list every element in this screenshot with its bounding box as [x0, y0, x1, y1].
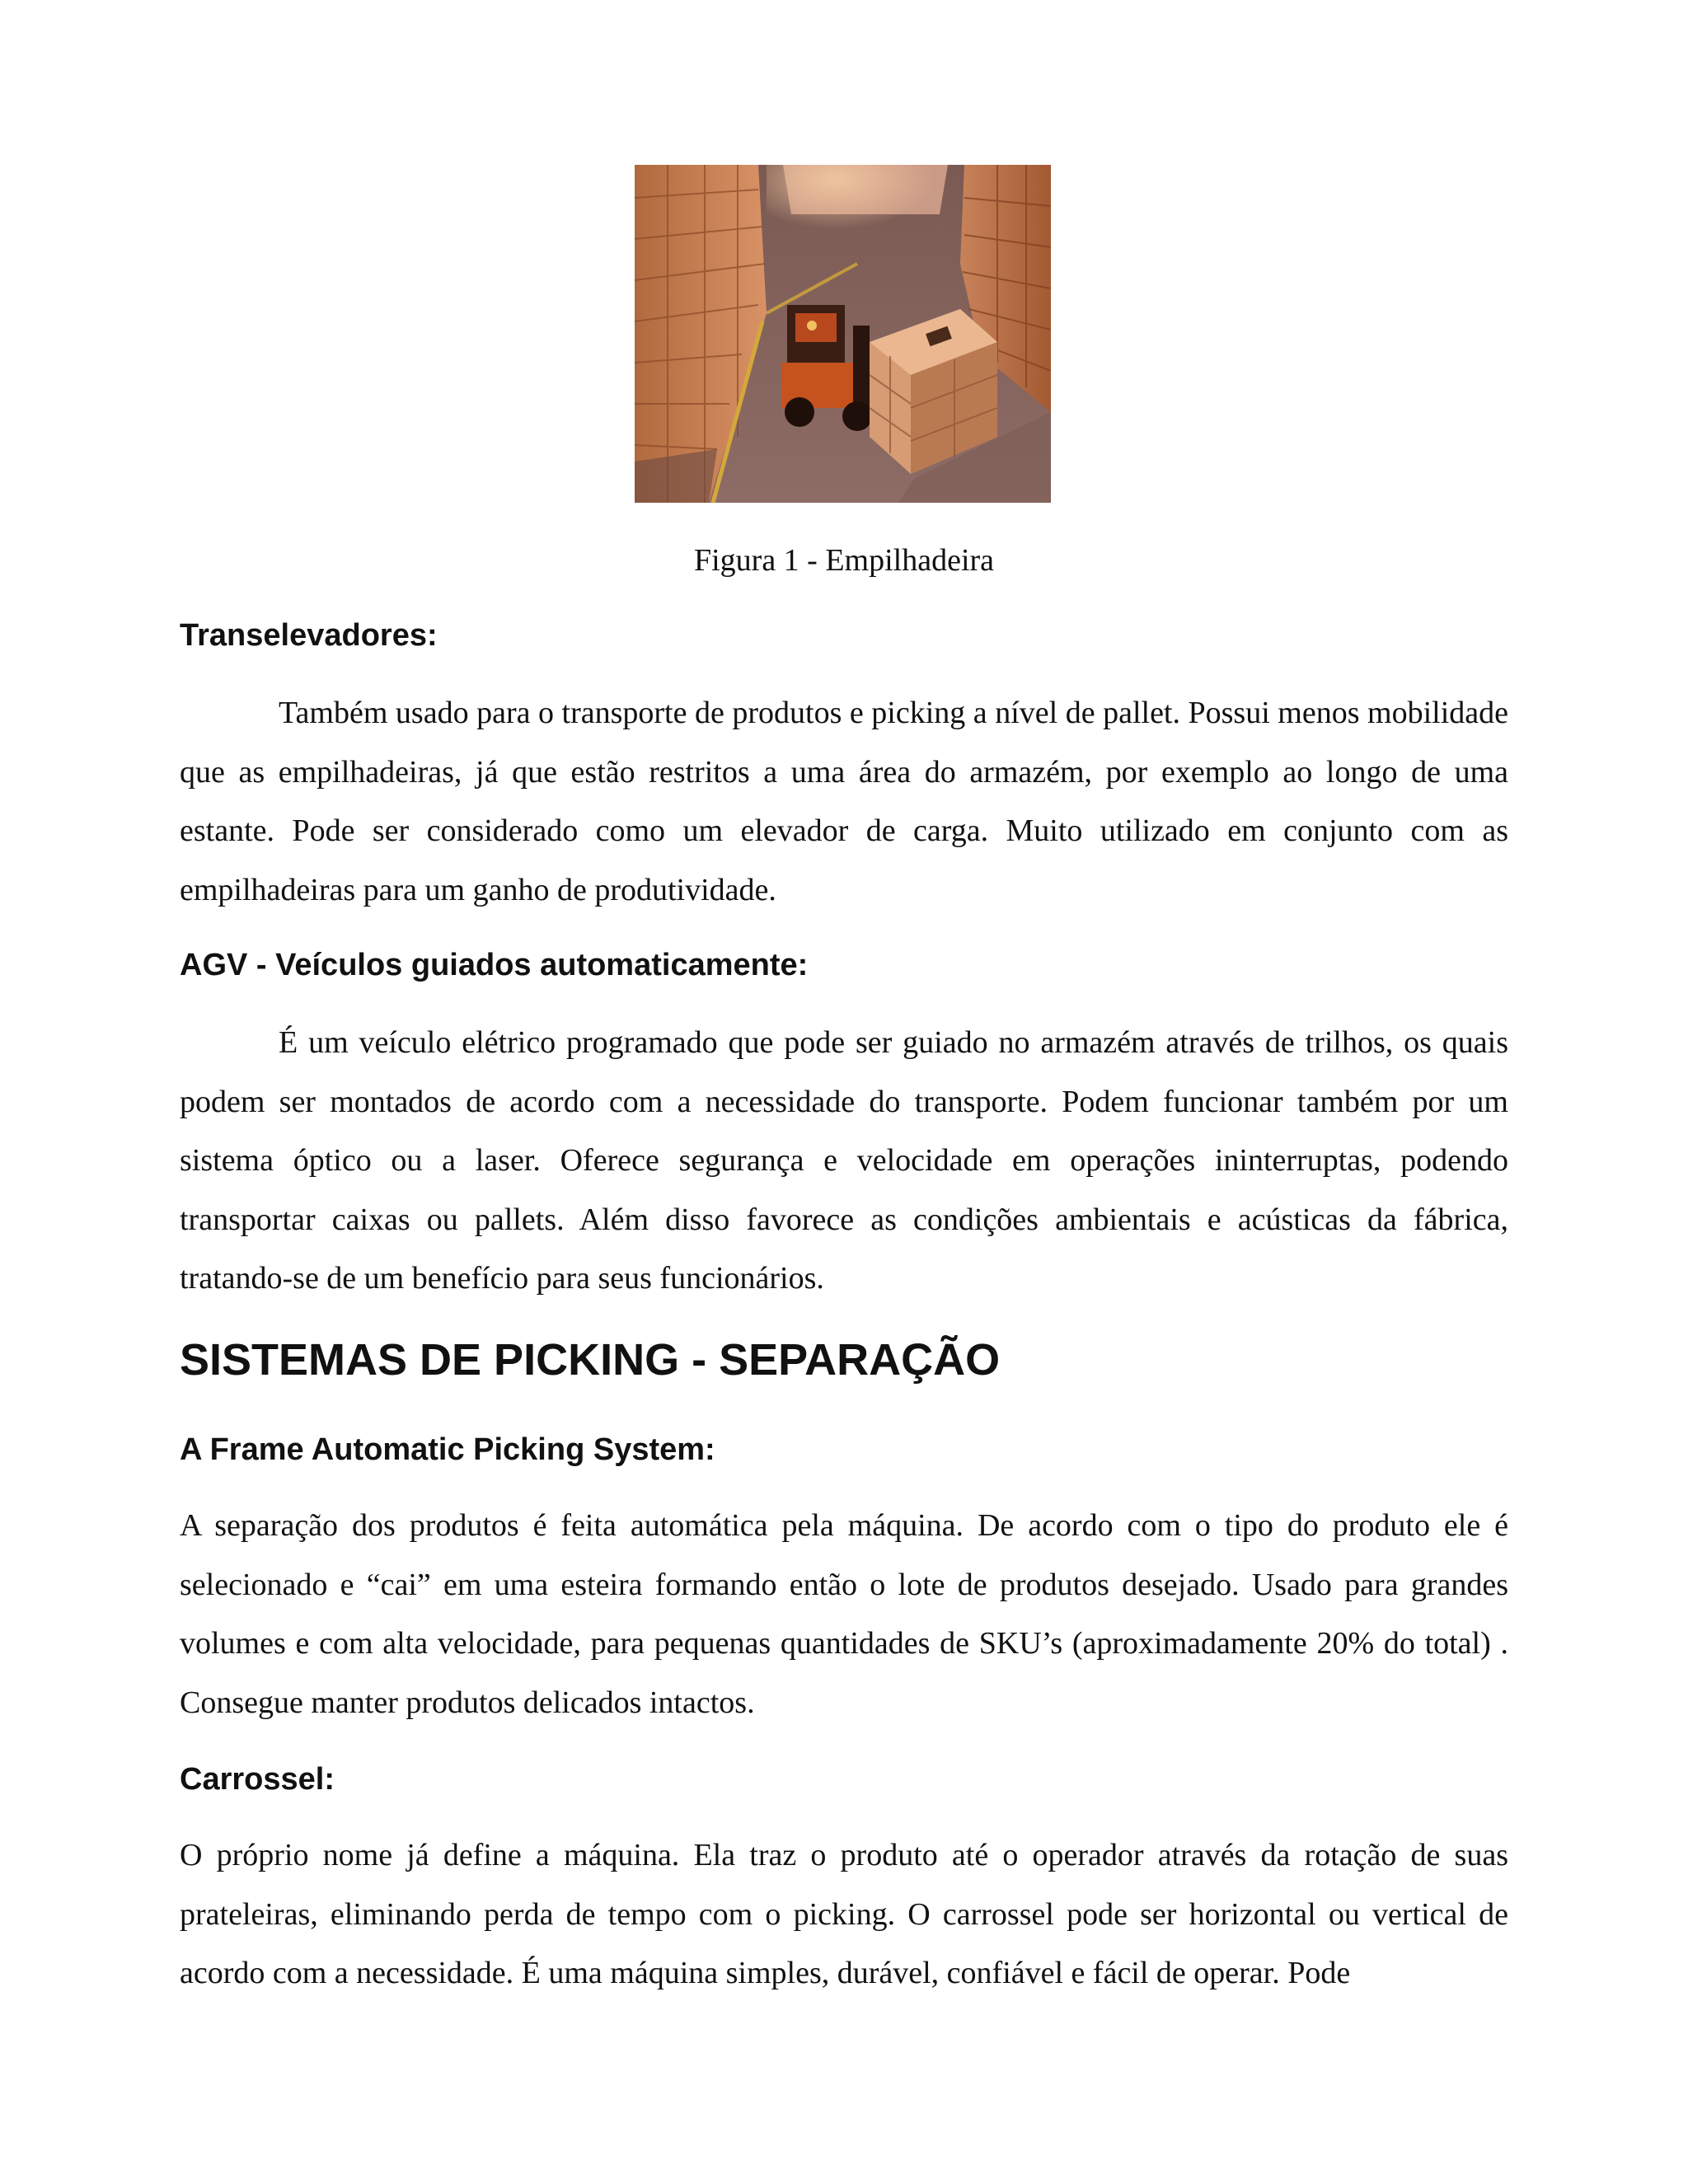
heading-translevadores: Transelevadores: [180, 618, 438, 653]
paragraph-translevadores: Também usado para o transporte de produtos e picking a nível de pallet. Possui menos mobilidade que as empilhadeiras, já que estão restritos a uma área do armazém, por exemplo ao longo de uma estante. Pode ser considerado como um elevador de carga. Muito utilizado em conjunto com as empilhadeiras para um ganho de produtividade. [180, 696, 1508, 907]
forklift-warehouse-photo-icon [635, 165, 1051, 503]
heading-sistemas-de-picking: SISTEMAS DE PICKING - SEPARAÇÃO [180, 1335, 1001, 1385]
paragraph-agv: É um veículo elétrico programado que pode ser guiado no armazém através de trilhos, os quais podem ser montados de acordo com a necessidade do transporte. Podem funcionar também por um sistema óptico ou a laser. Oferece segurança e velocidade em operações ininterruptas, podendo transportar caixas ou pallets. Além disso favorece as condições ambientais e acústicas da fábrica, tratando-se de um benefício para seus funcionários. [180, 1025, 1508, 1296]
heading-a-frame: A Frame Automatic Picking System: [180, 1432, 715, 1467]
paragraph-a-frame: A separação dos produtos é feita automática pela máquina. De acordo com o tipo do produto ele é selecionado e “cai” em uma esteira formando então o lote de produtos desejado. Usado para grandes volumes e com alta velocidade, para pequenas quantidades de SKU’s (aproximadamente 20% do total) . Consegue manter produtos delicados intactos. [180, 1508, 1508, 1720]
heading-carrossel: Carrossel: [180, 1762, 335, 1797]
heading-agv: AGV - Veículos guiados automaticamente: [180, 948, 809, 982]
forklift-figure [635, 165, 1051, 503]
figure-caption: Figura 1 - Empilhadeira [693, 543, 995, 578]
paragraph-carrossel: O próprio nome já define a máquina. Ela traz o produto até o operador através da rotação de suas prateleiras, eliminando perda de tempo com o picking. O carrossel pode ser horizontal ou vertical de acordo com a necessidade. É uma máquina simples, durável, confiável e fácil de operar. Pode [180, 1838, 1508, 1990]
